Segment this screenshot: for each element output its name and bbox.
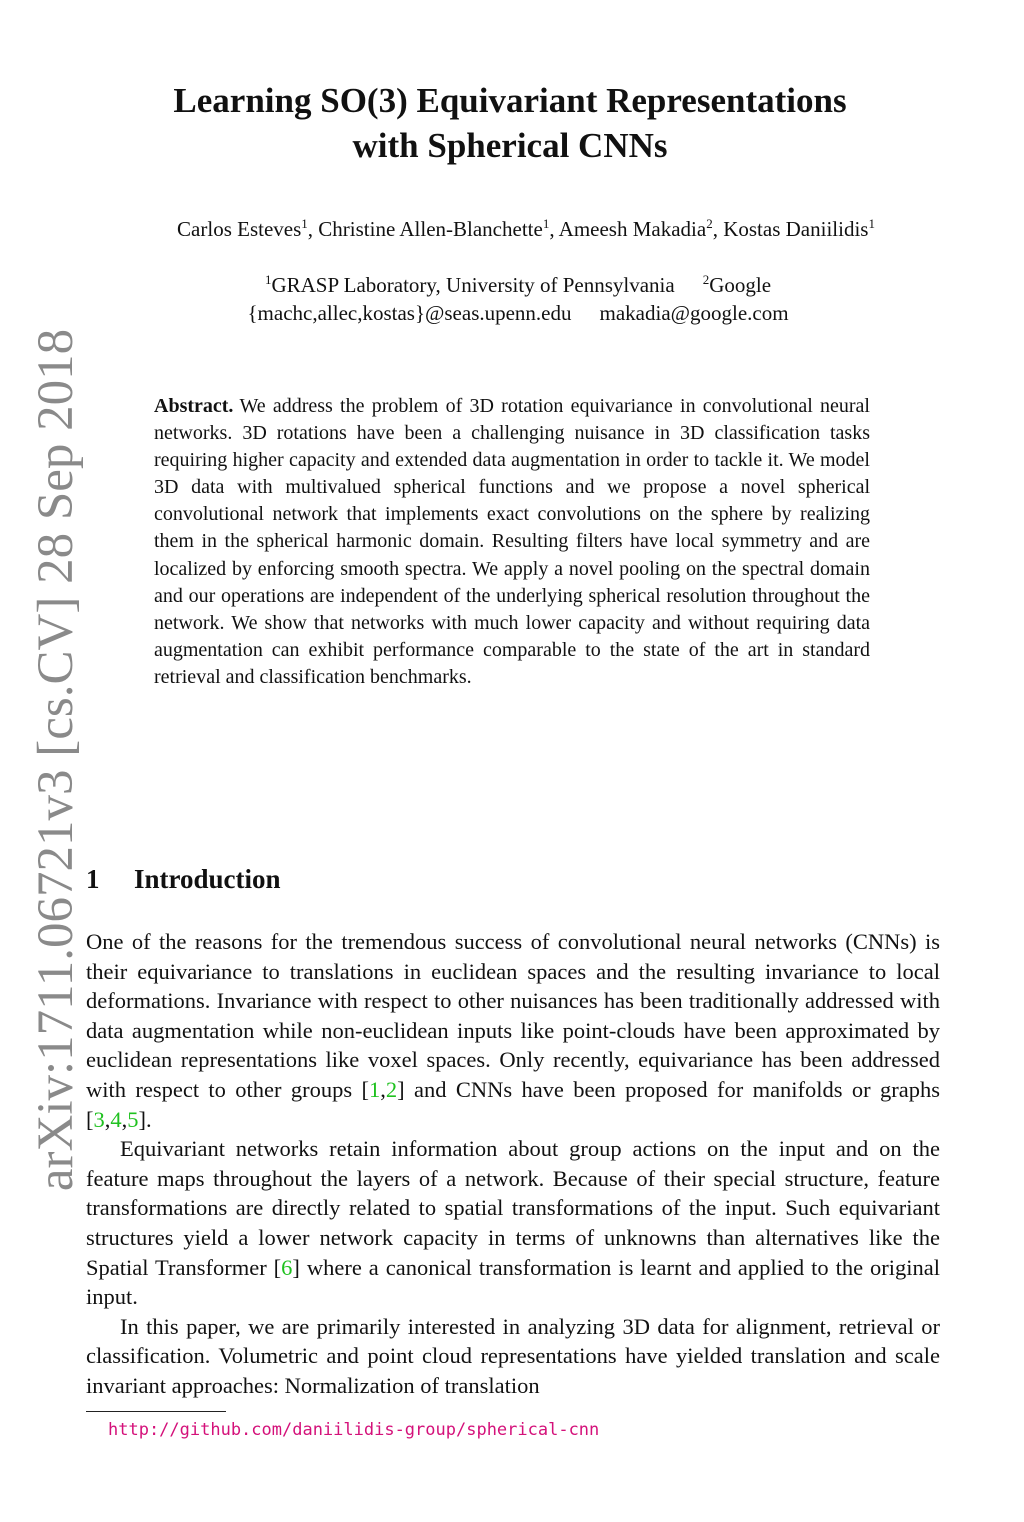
citation-link[interactable]: 2	[385, 1076, 398, 1102]
paragraph	[86, 927, 940, 1134]
citation-link[interactable]: 4	[110, 1106, 122, 1132]
paragraph-text: One of the reasons for the tremendous success of convolutional neural networks (CNNs) is their equivariance to translations in euclidean spaces and the resulting invariance to local deformations. Invariance with respect to other nuisances has been traditionally addressed with data augmentation while non-euclidean inputs like point-clouds have been approximated by euclidean representations like voxel spaces. Only recently, equivariance has been addressed with respect to other groups [	[86, 929, 940, 1102]
email-row	[110, 299, 926, 327]
citation-separator: ,	[121, 1106, 128, 1132]
arxiv-identifier-stamp: arXiv:1711.06721v3 [cs.CV] 28 Sep 2018	[28, 328, 84, 1192]
author-name: Ameesh Makadia	[558, 217, 707, 241]
affiliation-mark: 2	[702, 272, 710, 287]
title-line-2: with Spherical CNNs	[352, 126, 668, 165]
introduction-body	[86, 927, 940, 1401]
paragraph-text: In this paper, we are primarily interested in analyzing 3D data for alignment, retrieval or classification. Volumetric and point cloud representations have yielded translation and scale invariant approaches: Normalization of translation	[86, 1313, 940, 1398]
abstract	[154, 393, 870, 691]
title-line-1: Learning SO(3) Equivariant Representations	[173, 81, 847, 120]
citation-link[interactable]: 1	[369, 1076, 381, 1102]
paragraph-text: ] where a canonical transformation is learnt and applied to the original input.	[86, 1254, 940, 1310]
paragraph	[86, 1134, 940, 1312]
footnote-rule	[86, 1411, 226, 1412]
author-list	[86, 216, 966, 242]
affiliation-upenn: GRASP Laboratory, University of Pennsylvania	[271, 273, 675, 297]
author-name: Christine Allen-Blanchette	[318, 217, 543, 241]
author-separator: ,	[307, 217, 319, 241]
affiliation-mark: 2	[706, 216, 713, 231]
section-title: Introduction	[134, 864, 281, 894]
citation-link[interactable]: 6	[281, 1254, 293, 1280]
affiliation-mark: 1	[264, 272, 272, 287]
affiliation-row	[110, 266, 926, 299]
citation-separator: ,	[104, 1106, 111, 1132]
author-name: Carlos Esteves	[177, 217, 302, 241]
paragraph-text: ] and CNNs have been proposed for manifolds or graphs [	[86, 1076, 941, 1132]
citation-separator: ,	[380, 1076, 386, 1102]
affiliation-google: Google	[709, 273, 772, 297]
paragraph	[86, 1312, 940, 1401]
affiliations	[110, 266, 926, 327]
paragraph-text: Equivariant networks retain information about group actions on the input and on the feature maps throughout the layers of a network. Because of their special structure, feature transformations are directly related to spatial transformations of the input. Such equivariant structures yield a lower network capacity in terms of unknowns than alternatives like the Spatial Transformer [	[86, 1136, 940, 1280]
affiliation-mark: 1	[301, 216, 308, 231]
section-heading-introduction	[86, 864, 281, 895]
author-separator: ,	[549, 217, 559, 241]
abstract-text: We address the problem of 3D rotation equivariance in convolutional neural networks. 3D rotations have been a challenging nuisance in 3D classification tasks requiring higher capacity and extended data augmentation in order to tackle it. We model 3D data with multivalued spherical functions and we propose a novel spherical convolutional network that implements exact convolutions on the sphere by realizing them in the spherical harmonic domain. Resulting filters have local symmetry and are localized by enforcing smooth spectra. We apply a novel pooling on the spectral domain and our operations are independent of the underlying spherical resolution throughout the network. We show that networks with much lower capacity and without requiring data augmentation can exhibit performance comparable to the state of the art in standard retrieval and classification benchmarks.	[154, 395, 870, 688]
email-upenn: {machc,allec,kostas}@seas.upenn.edu	[247, 301, 572, 325]
citation-link[interactable]: 3	[93, 1106, 105, 1132]
author-name: Kostas Daniilidis	[723, 217, 869, 241]
abstract-label: Abstract.	[154, 395, 234, 417]
affiliation-mark: 1	[542, 216, 550, 231]
section-number: 1	[86, 864, 100, 894]
paragraph-text: ].	[138, 1106, 152, 1132]
affiliation-mark: 1	[868, 216, 875, 231]
author-separator: ,	[712, 217, 724, 241]
paper-title	[110, 78, 910, 168]
citation-link[interactable]: 5	[127, 1106, 139, 1132]
footnote-url-link[interactable]: http://github.com/daniilidis-group/spherical-cnn	[108, 1420, 600, 1440]
email-google: makadia@google.com	[599, 301, 789, 325]
